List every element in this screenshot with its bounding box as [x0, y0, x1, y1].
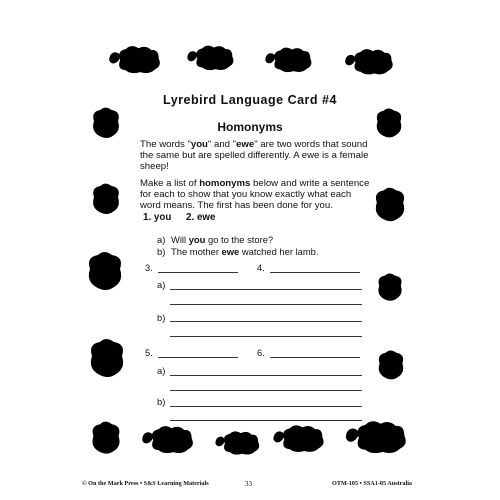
ram-icon [258, 42, 316, 82]
sheep-icon [103, 40, 163, 84]
sentence-blank[interactable] [170, 375, 362, 376]
item-number: 5. [145, 347, 153, 358]
sentence-label: b) [157, 312, 166, 323]
card-subtitle: Homonyms [217, 120, 283, 134]
sentence-label: a) [157, 365, 166, 376]
example-sentence-b: b) The mother ewe watched her lamb. [157, 246, 319, 257]
sentence-blank[interactable] [170, 420, 362, 421]
intro-paragraph-1: The words "you" and "ewe" are two words that sound the same but are spelled differently. A ewe is a female sheep! [140, 139, 369, 173]
answer-blank[interactable] [270, 272, 360, 273]
sentence-label: b) [157, 396, 166, 407]
ram-icon [86, 178, 126, 226]
intro-paragraph-2: Make a list of homonyms below and write a sentence for each to show that you know exactly what each word means. The first has been done for you. [140, 178, 370, 212]
sheep-icon [268, 418, 326, 464]
example-pair [143, 212, 227, 223]
answer-blank[interactable] [158, 272, 238, 273]
ram-icon [338, 414, 410, 466]
lamb-icon [82, 334, 132, 390]
sentence-blank[interactable] [170, 304, 362, 305]
sentence-blank[interactable] [170, 406, 362, 407]
answer-blank[interactable] [158, 357, 238, 358]
answer-blank[interactable] [270, 357, 360, 358]
item-number: 3. [145, 262, 153, 273]
sentence-blank[interactable] [170, 321, 362, 322]
sheep-icon [80, 245, 130, 305]
lamb-icon [210, 426, 262, 464]
ram-icon [136, 420, 196, 464]
sentence-blank[interactable] [170, 336, 362, 337]
footer-publisher: © On the Mark Press • S&S Learning Materials [82, 480, 209, 487]
sentence-label: a) [157, 279, 166, 290]
sheep-icon [85, 412, 127, 470]
sentence-blank[interactable] [170, 289, 362, 290]
sheep-icon [340, 42, 395, 86]
item-number: 6. [257, 347, 265, 358]
card-title: Lyrebird Language Card #4 [163, 93, 337, 107]
sheep-icon [372, 262, 408, 318]
item-number: 4. [257, 262, 265, 273]
example-sentence-a: a) Will you go to the store? [157, 234, 274, 245]
page-number: 33 [245, 480, 252, 488]
footer-code: OTM-105 • SSA1-05 Australia [332, 480, 413, 487]
example-word-1: 1. you [143, 212, 172, 223]
example-word-2: 2. ewe [186, 212, 216, 223]
sheep-icon [178, 40, 240, 80]
lamb-icon [368, 178, 412, 238]
ram-icon [372, 340, 410, 396]
sentence-blank[interactable] [170, 390, 362, 391]
